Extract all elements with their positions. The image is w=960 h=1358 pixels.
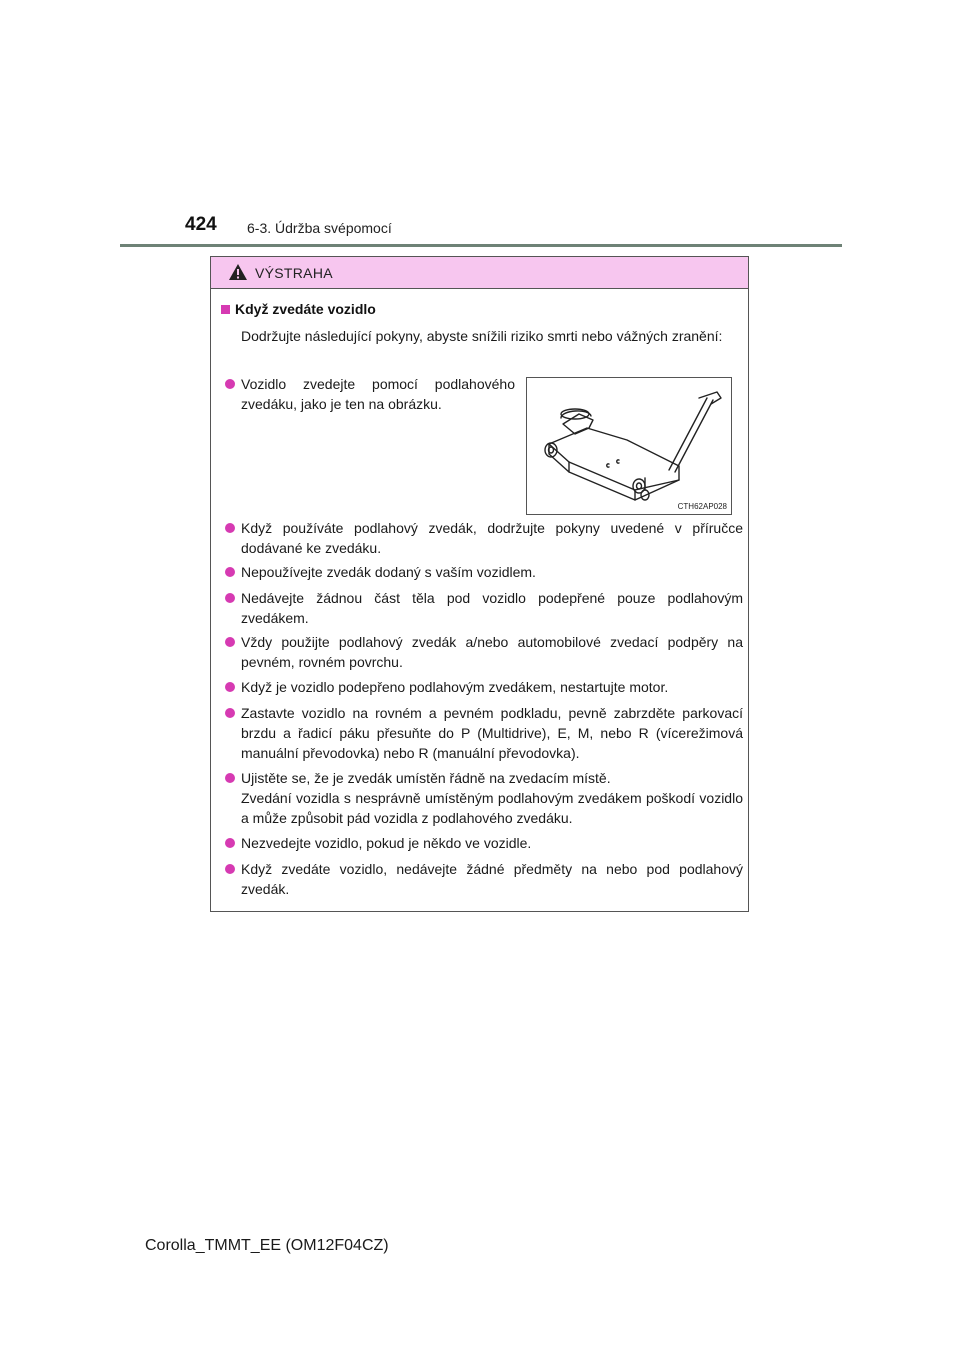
warning-subheading bbox=[221, 301, 376, 317]
bullet-icon bbox=[225, 567, 235, 577]
list-item-text: Když používáte podlahový zvedák, dodržujte pokyny uvedené v příručce dodávané ke zvedáku. bbox=[241, 520, 743, 556]
list-item bbox=[225, 768, 743, 828]
bullet-icon bbox=[225, 637, 235, 647]
list-item-text: Nedávejte žádnou část těla pod vozidlo podepřené pouze podlahovým zvedákem. bbox=[241, 590, 743, 626]
list-item bbox=[225, 632, 743, 672]
document-id: Corolla_TMMT_EE (OM12F04CZ) bbox=[145, 1237, 389, 1254]
bullet-icon bbox=[225, 864, 235, 874]
list-item bbox=[225, 703, 743, 763]
warning-triangle-icon bbox=[228, 263, 248, 281]
list-item bbox=[225, 677, 743, 697]
list-item-text: Nezvedejte vozidlo, pokud je někdo ve vozidle. bbox=[241, 835, 532, 851]
header-divider bbox=[120, 244, 842, 247]
list-item bbox=[225, 562, 743, 582]
square-bullet-icon bbox=[221, 305, 230, 314]
warning-header bbox=[211, 257, 748, 289]
list-item-text: Vždy použijte podlahový zvedák a/nebo automobilové zvedací podpěry na pevném, rovném povrchu. bbox=[241, 634, 743, 670]
bullet-icon bbox=[225, 523, 235, 533]
warning-subheading-text: Když zvedáte vozidlo bbox=[235, 301, 376, 317]
list-item-text: Ujistěte se, že je zvedák umístěn řádně na zvedacím místě. bbox=[241, 770, 611, 786]
list-item-continuation: Zvedání vozidla s nesprávně umístěným podlahovým zvedákem poškodí vozidlo a může způsobit pád vozidla z podlahového zvedáku. bbox=[241, 790, 743, 826]
bullet-icon bbox=[225, 773, 235, 783]
bullet-icon bbox=[225, 379, 235, 389]
list-item bbox=[225, 588, 743, 628]
section-title: 6-3. Údržba svépomocí bbox=[247, 220, 392, 236]
warning-intro: Dodržujte následující pokyny, abyste snížili riziko smrti nebo vážných zranění: bbox=[241, 328, 723, 344]
bullet-icon bbox=[225, 593, 235, 603]
bullet-icon bbox=[225, 838, 235, 848]
page-number: 424 bbox=[185, 214, 217, 235]
list-item bbox=[225, 859, 743, 899]
bullet-icon bbox=[225, 708, 235, 718]
list-item-text: Nepoužívejte zvedák dodaný s vaším vozidlem. bbox=[241, 564, 536, 580]
page-header bbox=[0, 0, 960, 250]
list-item bbox=[225, 518, 743, 558]
list-item-text: Vozidlo zvedejte pomocí podlahového zvedáku, jako je ten na obrázku. bbox=[241, 376, 515, 412]
list-item bbox=[225, 833, 743, 853]
bullet-icon bbox=[225, 682, 235, 692]
list-item-text: Zastavte vozidlo na rovném a pevném podkladu, pevně zabrzděte parkovací brzdu a řadicí páku přesuňte do P (Multidrive), E, M, nebo R (vícerežimová manuální převodovka) nebo R (manuální převodovka). bbox=[241, 705, 743, 761]
floor-jack-drawing bbox=[527, 378, 731, 514]
figure-code: CTH62AP028 bbox=[677, 502, 727, 511]
warning-box bbox=[210, 256, 749, 912]
list-item bbox=[225, 374, 515, 414]
list-item-text: Když zvedáte vozidlo, nedávejte žádné předměty na nebo pod podlahový zvedák. bbox=[241, 861, 743, 897]
warning-title: VÝSTRAHA bbox=[255, 265, 333, 281]
list-item-text: Když je vozidlo podepřeno podlahovým zvedákem, nestartujte motor. bbox=[241, 679, 669, 695]
floor-jack-illustration bbox=[526, 377, 732, 515]
